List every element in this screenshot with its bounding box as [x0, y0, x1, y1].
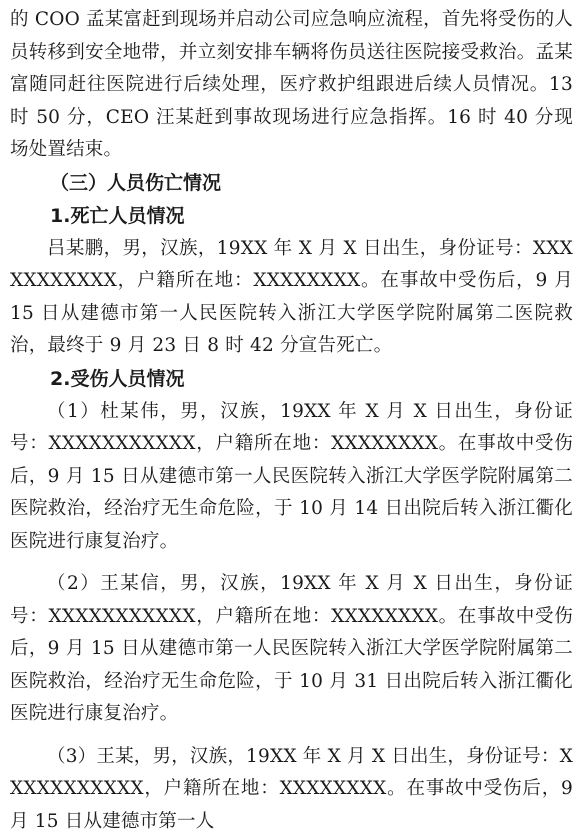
- injured-paragraph-3: （3）王某，男，汉族，19XX 年 X 月 X 日出生，身份证号：XXXXXXXXXXX，户籍所在地：XXXXXXXX。在事故中受伤后，9 月 15 日从建德市第一人: [10, 741, 573, 838]
- death-paragraph: 吕某鹏，男，汉族，19XX 年 X 月 X 日出生，身份证号：XXXXXXXXXXX，户籍所在地：XXXXXXXX。在事故中受伤后，9 月 15 日从建德市第一人民医院转入浙江大学医学院附属第二医院救治，最终于 9 月 23 日 8 时 42 分宣告死亡。: [10, 233, 573, 363]
- subsection-heading-deaths: 1.死亡人员情况: [10, 200, 573, 233]
- intro-paragraph: 的 COO 孟某富赶到现场并启动公司应急响应流程，首先将受伤的人员转移到安全地带，并立刻安排车辆将伤员送往医院接受救治。孟某富随同赶往医院进行后续处理，医疗救护组跟进后续人员情况。13 时 50 分，CEO 汪某赶到事故现场进行应急指挥。16 时 40 分现场处置结束。: [10, 4, 573, 167]
- injured-paragraph-2: （2）王某信，男，汉族，19XX 年 X 月 X 日出生，身份证号：XXXXXXXXXXX，户籍所在地：XXXXXXXX。在事故中受伤后，9 月 15 日从建德市第一人民医院转入浙江大学医学院附属第二医院救治，经治疗无生命危险，于 10 月 31 日出院后转入浙江衢化医院进行康复治疗。: [10, 568, 573, 731]
- subsection-heading-injuries: 2.受伤人员情况: [10, 363, 573, 396]
- injured-paragraph-1: （1）杜某伟，男，汉族，19XX 年 X 月 X 日出生，身份证号：XXXXXXXXXXX，户籍所在地：XXXXXXXX。在事故中受伤后，9 月 15 日从建德市第一人民医院转入浙江大学医学院附属第二医院救治，经治疗无生命危险，于 10 月 14 日出院后转入浙江衢化医院进行康复治疗。: [10, 396, 573, 559]
- document-page: [10, 4, 573, 838]
- paragraph-gap: [10, 731, 573, 741]
- paragraph-gap: [10, 558, 573, 568]
- section-heading-casualties: （三）人员伤亡情况: [10, 167, 573, 200]
